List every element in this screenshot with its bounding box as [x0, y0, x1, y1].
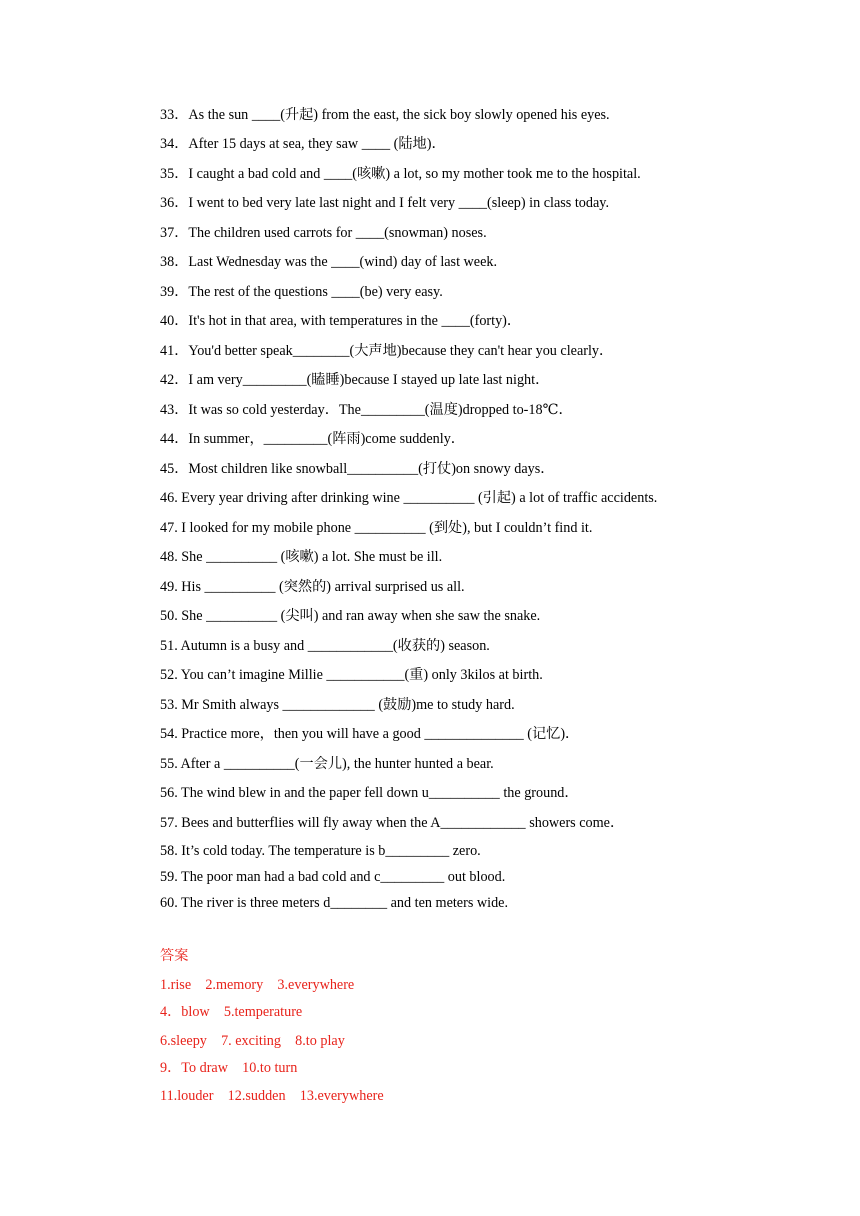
question-51: 51. Autumn is a busy and ____________(收获的) season. [160, 638, 490, 654]
question-48: 48. She __________ (咳嗽) a lot. She must be ill. [160, 549, 443, 565]
answers-line-2: 4．blow 5.temperature [160, 1004, 303, 1020]
question-39: 39．The rest of the questions ____(be) very easy. [160, 284, 443, 300]
question-45: 45．Most children like snowball__________(打仗)on snowy days． [160, 461, 555, 477]
question-56: 56. The wind blew in and the paper fell down u__________ the ground． [160, 785, 579, 801]
question-38: 38．Last Wednesday was the ____(wind) day of last week. [160, 254, 498, 270]
question-42: 42．I am very_________(瞌睡)because I stayed up late last night． [160, 372, 550, 388]
question-40: 40．It's hot in that area, with temperatures in the ____(forty)． [160, 313, 522, 329]
answers-line-1: 1.rise 2.memory 3.everywhere [160, 977, 355, 993]
question-57: 57. Bees and butterflies will fly away when the A____________ showers come． [160, 815, 625, 831]
question-53: 53. Mr Smith always _____________ (鼓励)me to study hard. [160, 697, 515, 713]
answers-line-5: 11.louder 12.sudden 13.everywhere [160, 1088, 384, 1104]
question-41: 41．You'd better speak________(大声地)because they can't hear you clearly． [160, 343, 614, 359]
answers-heading: 答案 [160, 948, 189, 964]
question-55: 55. After a __________(一会儿), the hunter hunted a bear. [160, 756, 494, 772]
question-60: 60. The river is three meters d________ and ten meters wide. [160, 895, 509, 911]
question-46: 46. Every year driving after drinking wine __________ (引起) a lot of traffic accidents. [160, 490, 658, 506]
question-36: 36．I went to bed very late last night and I felt very ____(sleep) in class today. [160, 195, 610, 211]
question-43: 43．It was so cold yesterday．The_________(温度)dropped to-18℃． [160, 402, 573, 418]
question-58: 58. It’s cold today. The temperature is b_________ zero. [160, 843, 481, 859]
question-34: 34．After 15 days at sea, they saw ____ (陆地)． [160, 136, 446, 152]
question-54: 54. Practice more，then you will have a good ______________ (记忆)． [160, 726, 580, 742]
question-50: 50. She __________ (尖叫) and ran away when she saw the snake. [160, 608, 541, 624]
question-59: 59. The poor man had a bad cold and c_________ out blood. [160, 869, 506, 885]
answers-line-4: 9．To draw 10.to turn [160, 1060, 298, 1076]
question-52: 52. You can’t imagine Millie ___________(重) only 3kilos at birth. [160, 667, 543, 683]
question-49: 49. His __________ (突然的) arrival surprised us all. [160, 579, 465, 595]
question-37: 37．The children used carrots for ____(snowman) noses. [160, 225, 487, 241]
question-35: 35．I caught a bad cold and ____(咳嗽) a lot, so my mother took me to the hospital. [160, 166, 641, 182]
answers-line-3: 6.sleepy 7. exciting 8.to play [160, 1033, 345, 1049]
question-44: 44．In summer，_________(阵雨)come suddenly． [160, 431, 465, 447]
question-47: 47. I looked for my mobile phone __________ (到处), but I couldn’t find it. [160, 520, 593, 536]
question-33: 33．As the sun ____(升起) from the east, the sick boy slowly opened his eyes. [160, 107, 610, 123]
